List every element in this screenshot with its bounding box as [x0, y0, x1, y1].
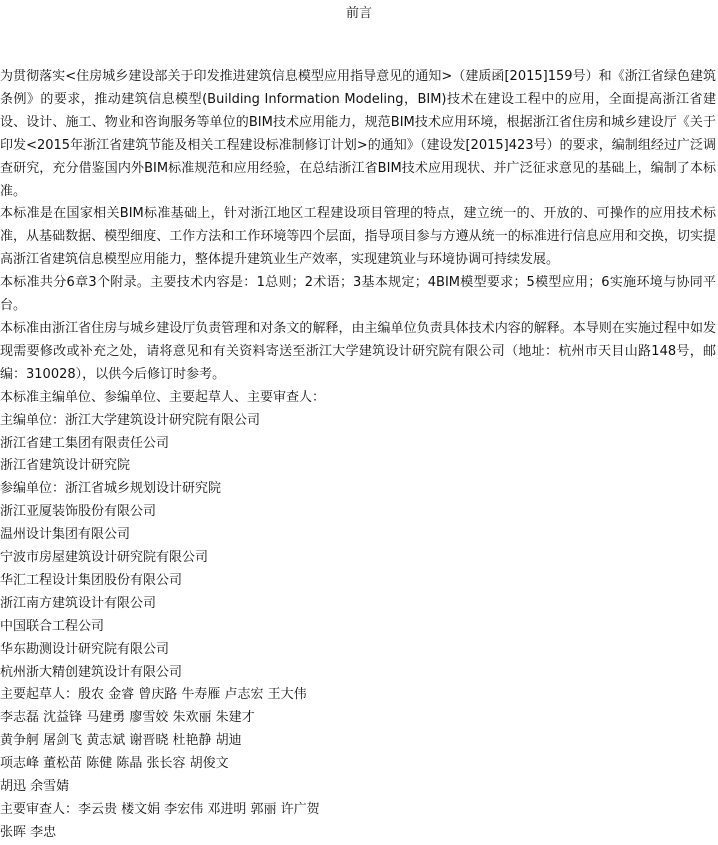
paragraph-background: 为贯彻落实<住房城乡建设部关于印发推进建筑信息模型应用指导意见的通知>（建质函[2015]159号）和《浙江省绿色建筑条例》的要求，推动建筑信息模型(Building Information Modeling，BIM)技术在建设工程中的应用，全面提高浙江省建设、设计、施工、物业和咨询服务等单位的BIM技术应用能力，规范BIM技术应用环境，根据浙江省住房和城乡建设厅《关于印发<2015年浙江省建筑节能及相关工程建设标准制修订计划>的通知》（建设发[2015]423号）的要求，编制组经过广泛调查研究，充分借鉴国内外BIM标准规范和应用经验，在总结浙江省BIM技术应用现状、并广泛征求意见的基础上，编制了本标准。 — [0, 69, 716, 199]
participating-unit: 华东勘测设计研究院有限公司 — [0, 641, 170, 657]
paragraph-contents: 本标准共分6章3个附录。主要技术内容是：1总则；2术语；3基本规定；4BIM模型要求；5模型应用；6实施环境与协同平台。 — [0, 275, 716, 314]
participating-unit: 浙江亚厦装饰股份有限公司 — [0, 504, 157, 520]
reviewers-line: 张晖 李忠 — [0, 824, 57, 840]
chief-editor-unit: 主编单位：浙江大学建筑设计研究院有限公司 — [0, 412, 261, 428]
participating-unit: 宁波市房屋建筑设计研究院有限公司 — [0, 550, 209, 566]
drafters-line: 李志磊 沈益锋 马建勇 廖雪姣 朱欢丽 朱建才 — [0, 710, 255, 726]
drafters-line: 黄争舸 屠剑飞 黄志斌 谢晋晓 杜艳静 胡迪 — [0, 733, 242, 749]
page-title: 前言 — [345, 6, 372, 21]
drafters-line: 胡迅 余雪婧 — [0, 779, 70, 795]
document-body — [0, 66, 716, 845]
chief-editor-unit: 浙江省建工集团有限责任公司 — [0, 435, 170, 451]
reviewers-line: 主要审查人：李云贵 楼文娟 李宏伟 邓进明 郭丽 许广贺 — [0, 802, 320, 817]
participating-unit: 温州设计集团有限公司 — [0, 527, 131, 543]
paragraph-management: 本标准由浙江省住房与城乡建设厅负责管理和对条文的解释，由主编单位负责具体技术内容的解释。本导则在实施过程中如发现需要修改或补充之处，请将意见和有关资料寄送至浙江大学建筑设计研究院有限公司（地址：杭州市天目山路148号，邮编：310028），以供今后修订时参考。 — [0, 320, 716, 382]
participating-unit: 杭州浙大精创建筑设计有限公司 — [0, 664, 183, 680]
participating-unit: 参编单位：浙江省城乡规划设计研究院 — [0, 481, 222, 497]
participating-unit: 浙江南方建筑设计有限公司 — [0, 595, 157, 611]
chief-editor-unit: 浙江省建筑设计研究院 — [0, 458, 131, 474]
paragraph-purpose: 本标准是在国家相关BIM标准基础上，针对浙江地区工程建设项目管理的特点，建立统一的、开放的、可操作的应用技术标准，从基础数据、模型细度、工作方法和工作环境等四个层面，指导项目参与方遵从统一的标准进行信息应用和交换，切实提高浙江省建筑信息模型应用能力，整体提升建筑业生产效率，实现建筑业与环境协调可持续发展。 — [0, 206, 716, 268]
participating-unit: 华汇工程设计集团股份有限公司 — [0, 572, 183, 588]
drafters-line: 项志峰 董松苗 陈健 陈晶 张长容 胡俊文 — [0, 756, 229, 772]
list-intro: 本标准主编单位、参编单位、主要起草人、主要审查人： — [0, 389, 326, 405]
participating-unit: 中国联合工程公司 — [0, 618, 105, 634]
drafters-line: 主要起草人：殷农 金睿 曾庆路 牛寿雁 卢志宏 王大伟 — [0, 687, 307, 703]
